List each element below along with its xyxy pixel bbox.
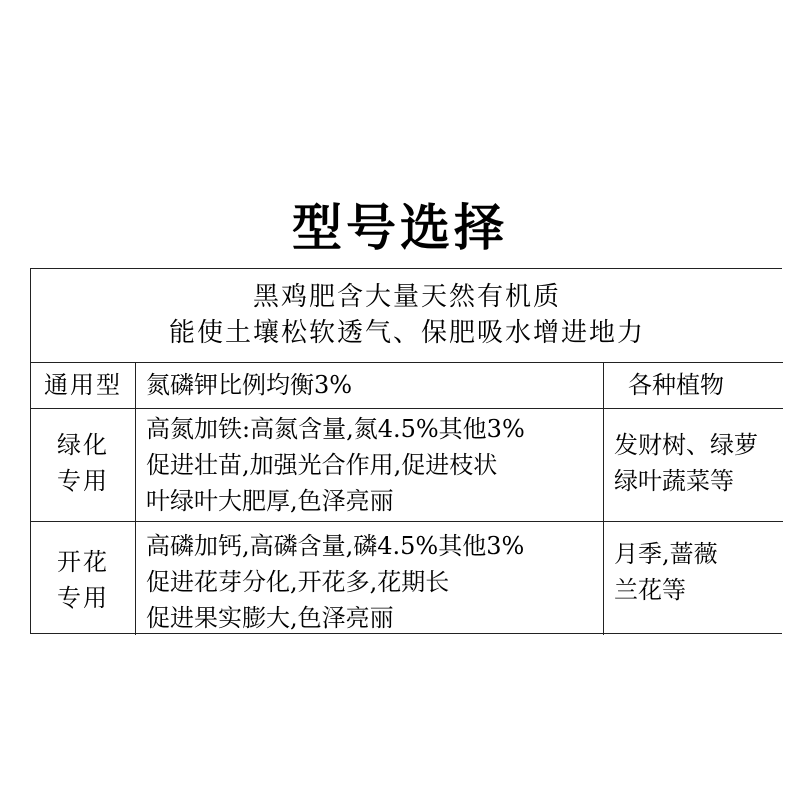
description-cell [135,522,603,635]
model-selection-table [30,268,782,634]
plants-cell [603,409,783,521]
plants-line-2: 绿叶蔬菜等 [614,467,734,495]
type-cell [31,522,135,635]
plants-line-2: 兰花等 [614,576,686,604]
type-cell [31,363,135,408]
type-label-line-1: 绿化 [57,431,109,459]
intro-line-1: 黑鸡肥含大量天然有机质 [252,282,561,312]
plants-line-1: 月季,蔷薇 [614,540,718,568]
plants-line-1: 发财树、绿萝 [614,431,758,459]
description-line-2: 促进壮苗,加强光合作用,促进枝状 [146,451,498,479]
type-label: 通用型 [44,371,122,399]
intro-line-2: 能使土壤松软透气、保肥吸水增进地力 [168,318,645,348]
page-title: 型号选择 [292,198,508,257]
description-line-1: 高氮加铁:高氮含量,氮4.5%其他3% [146,415,525,443]
description-cell [135,363,603,408]
description-cell [135,409,603,521]
table-row-flowering [31,521,783,635]
type-cell [31,409,135,521]
description-line-3: 促进果实膨大,色泽亮丽 [146,604,394,632]
table-row-greening [31,408,783,521]
type-label-line-2: 专用 [57,467,109,495]
description-line-3: 叶绿叶大肥厚,色泽亮丽 [146,487,394,515]
description-line: 氮磷钾比例均衡3% [146,371,353,399]
table-row-general [31,363,783,408]
type-label-line-2: 专用 [57,584,109,612]
plants-cell [603,522,783,635]
plants-line: 各种植物 [628,371,724,399]
description-line-1: 高磷加钙,高磷含量,磷4.5%其他3% [146,532,525,560]
type-label-line-1: 开花 [57,548,109,576]
plants-cell [603,363,783,408]
intro-row [31,269,783,363]
description-line-2: 促进花芽分化,开花多,花期长 [146,568,450,596]
